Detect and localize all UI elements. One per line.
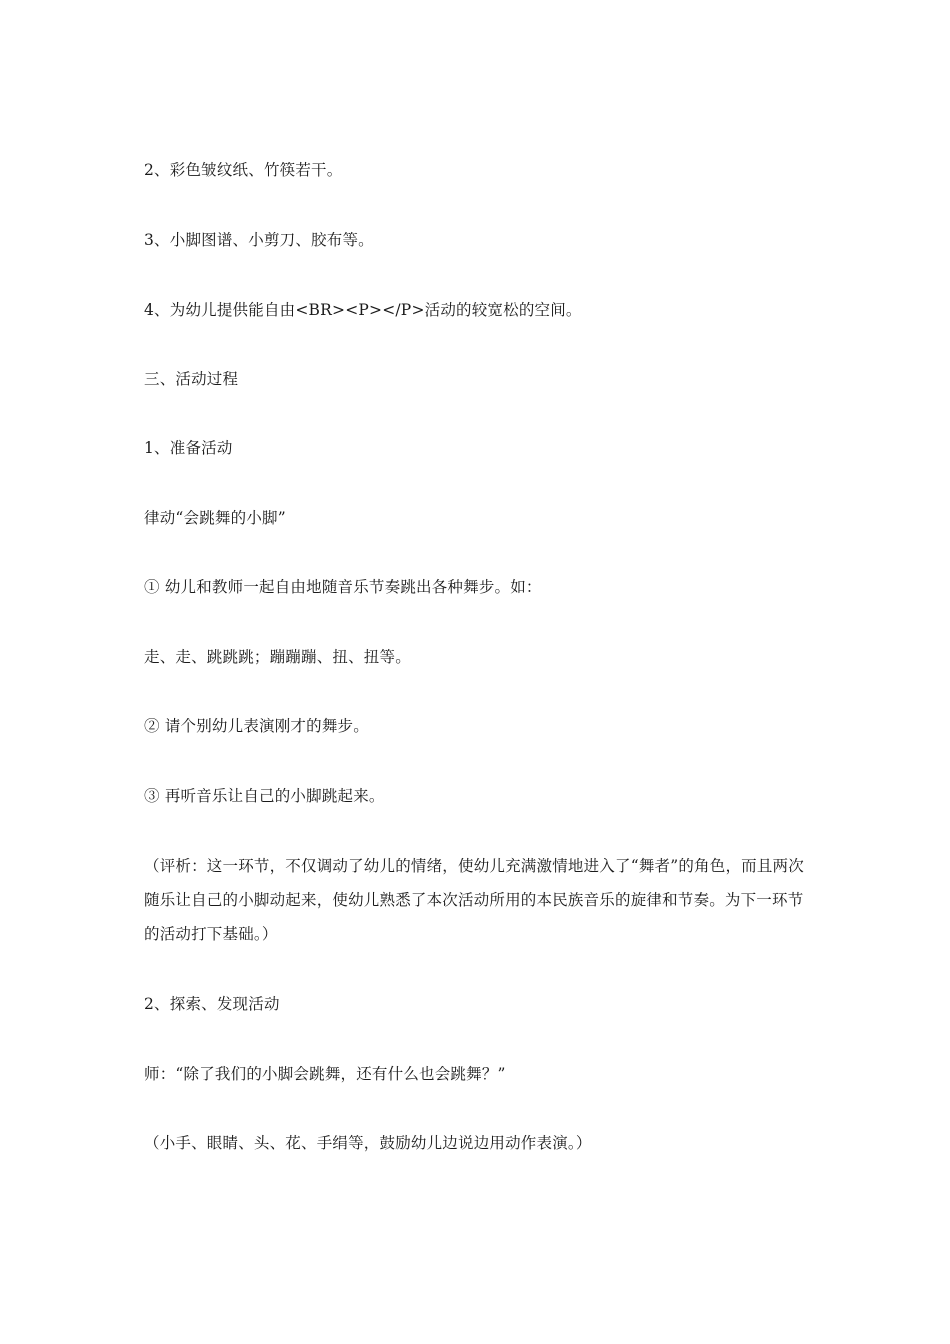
paragraph-teacher-question: 师：“除了我们的小脚会跳舞，还有什么也会跳舞？” bbox=[144, 1065, 506, 1083]
paragraph-materials-2: 2、彩色皱纹纸、竹筷若干。 bbox=[144, 161, 343, 179]
paragraph-dance-steps: 走、走、跳跳跳；蹦蹦蹦、扭、扭等。 bbox=[144, 648, 411, 666]
section-heading-process: 三、活动过程 bbox=[144, 370, 239, 388]
paragraph-step-1-heading: 1、准备活动 bbox=[144, 439, 233, 457]
paragraph-analysis: （评析：这一环节，不仅调动了幼儿的情绪，使幼儿充满激情地进入了“舞者”的角色，而且两次随乐让自己的小脚动起来，使幼儿熟悉了本次活动所用的本民族音乐的旋律和节奏。为下一环节的活动打下基础。） bbox=[144, 857, 804, 943]
paragraph-item-3: ③ 再听音乐让自己的小脚跳起来。 bbox=[144, 787, 385, 805]
paragraph-rhythm-title: 律动“会跳舞的小脚” bbox=[144, 509, 286, 527]
paragraph-item-2: ② 请个别幼儿表演刚才的舞步。 bbox=[144, 717, 369, 735]
paragraph-item-1: ① 幼儿和教师一起自由地随音乐节奏跳出各种舞步。如： bbox=[144, 578, 542, 596]
paragraph-answers: （小手、眼睛、头、花、手绢等，鼓励幼儿边说边用动作表演。） bbox=[144, 1134, 592, 1152]
paragraph-materials-3: 3、小脚图谱、小剪刀、胶布等。 bbox=[144, 231, 374, 249]
paragraph-step-2-heading: 2、探索、发现活动 bbox=[144, 995, 280, 1013]
paragraph-materials-4: 4、为幼儿提供能自由<BR><P></P>活动的较宽松的空间。 bbox=[144, 301, 582, 319]
